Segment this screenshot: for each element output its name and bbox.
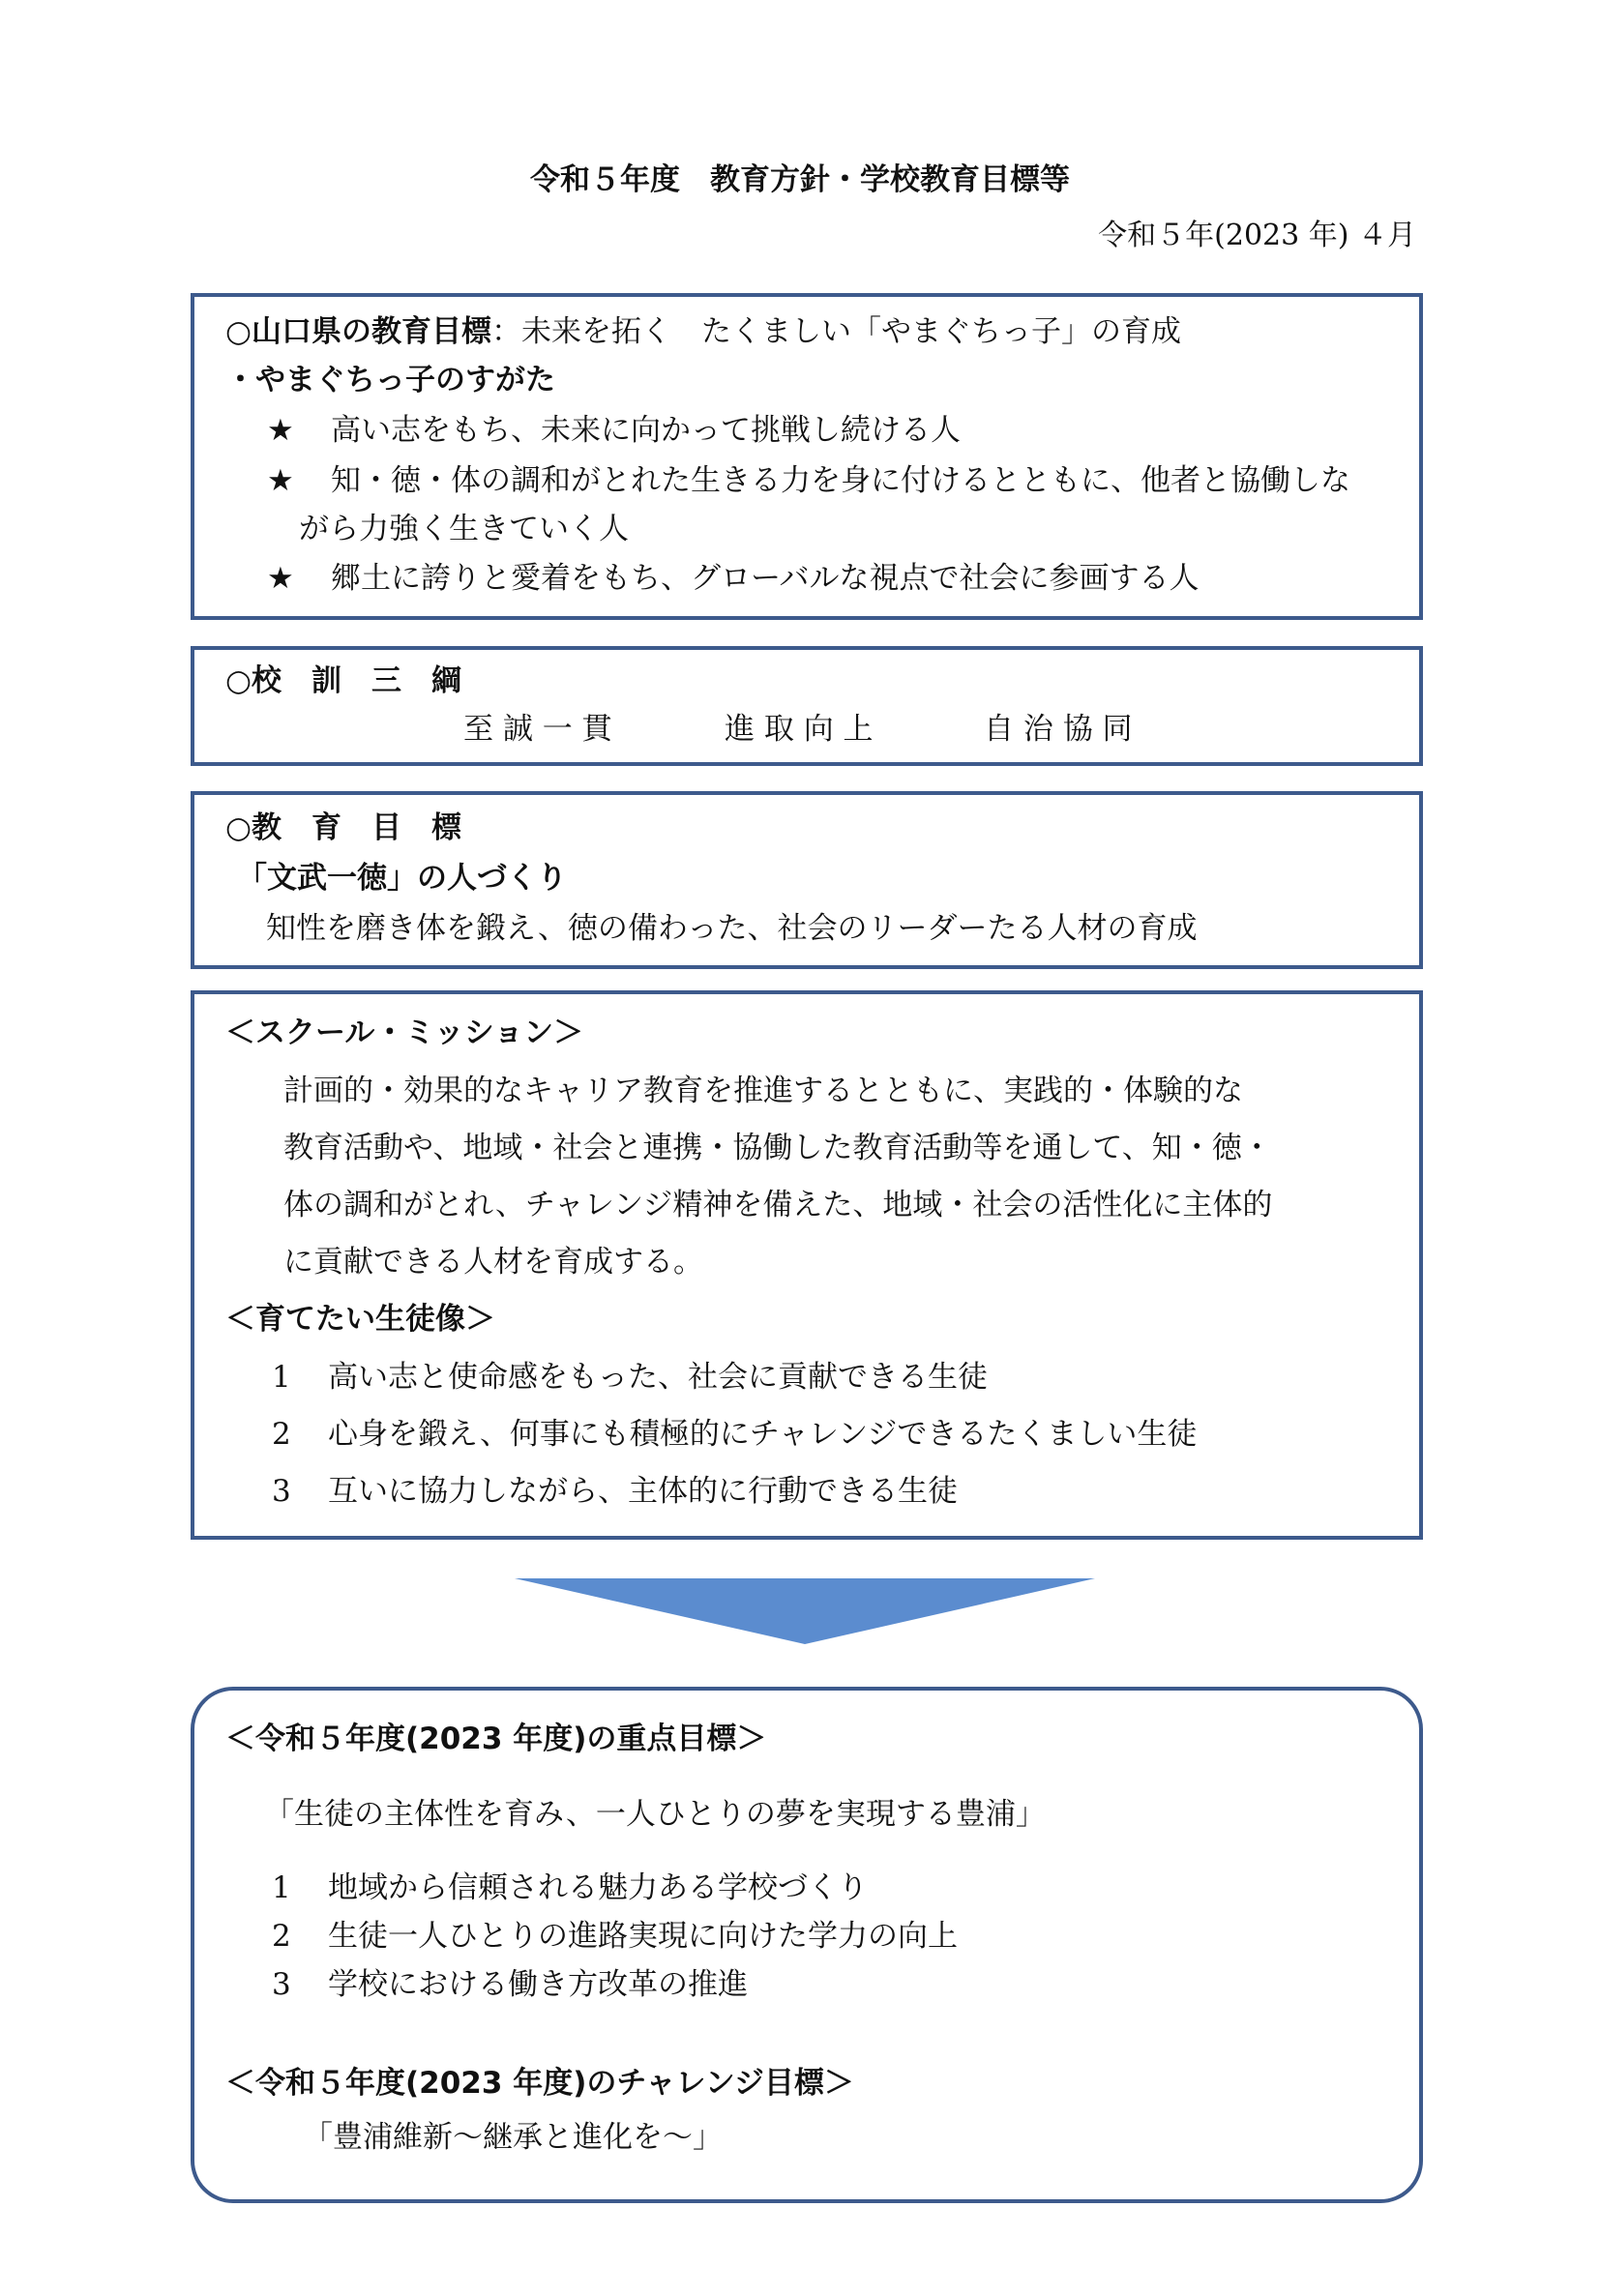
star-icon: ★ [267,413,294,448]
school-motto-heading: ○校 訓 三 綱 [225,663,462,698]
list-item-number: 2 [272,1919,291,1954]
challenge-goal-heading: ＜令和５年度(2023 年度)のチャレンジ目標＞ [225,2066,854,2101]
challenge-goal-text: 「豊浦維新～継承と進化を～」 [303,2120,723,2155]
list-item-number: 3 [272,1474,291,1509]
list-item-number: 2 [272,1417,291,1452]
down-arrow-shape [515,1578,1095,1644]
document-date: 令和５年(2023 年) ４月 [1098,219,1416,252]
list-item-continuation: がら力強く生きていく人 [299,512,629,546]
list-item [272,1869,868,1907]
list-item [272,1917,958,1956]
star-icon: ★ [267,463,294,498]
list-item [272,1965,748,2004]
motto-item: 自 治 協 同 [984,712,1133,747]
priority-goals-box [191,1687,1423,2203]
student-image-heading: ＜育てたい生徒像＞ [225,1302,495,1337]
list-item-text: 高い志と使命感をもった、社会に貢献できる生徒 [328,1360,988,1395]
mission-text-line: 体の調和がとれ、チャレンジ精神を備えた、地域・社会の活性化に主体的 [283,1188,1273,1222]
list-item-text: 心身を鍛え、何事にも積極的にチャレンジできるたくましい生徒 [328,1417,1198,1452]
list-item-number: 1 [272,1360,291,1395]
list-item-text: 地域から信頼される魅力ある学校づくり [328,1870,868,1905]
education-goal-subtitle: 「文武一徳」の人づくり [237,861,567,896]
education-goal-description: 知性を磨き体を鍛え、徳の備わった、社会のリーダーたる人材の育成 [266,911,1198,946]
prefecture-goal-heading: ○山口県の教育目標 [225,314,492,349]
motto-item: 進 取 向 上 [725,712,874,747]
education-goal-heading: ○教 育 目 標 [225,810,462,845]
page-title: 令和５年度 教育方針・学校教育目標等 [530,162,1070,197]
list-item-text: 学校における働き方改革の推進 [328,1967,748,2002]
yamaguchikko-subheading: ・やまぐちっ子のすがた [225,363,555,397]
list-item-text: 知・徳・体の調和がとれた生きる力を身に付けるとともに、他者と協働しな [331,463,1350,498]
list-item-text: 高い志をもち、未来に向かって挑戦し続ける人 [331,413,961,448]
mission-text-line: に貢献できる人材を育成する。 [283,1245,703,1280]
list-item-number: 3 [272,1967,291,2002]
mission-text-line: 教育活動や、地域・社会と連携・協働した教育活動等を通して、知・徳・ [283,1131,1272,1165]
star-icon: ★ [267,561,294,596]
list-item-number: 1 [272,1870,291,1905]
school-mission-heading: ＜スクール・ミッション＞ [225,1016,584,1050]
motto-item: 至 誠 一 貫 [463,712,612,747]
list-item-text: 郷土に誇りと愛着をもち、グローバルな視点で社会に参画する人 [331,561,1200,596]
list-item-text: 生徒一人ひとりの進路実現に向けた学力の向上 [328,1919,958,1954]
mission-text-line: 計画的・効果的なキャリア教育を推進するとともに、実践的・体験的な [283,1074,1243,1108]
list-item-text: 互いに協力しながら、主体的に行動できる生徒 [328,1474,958,1509]
priority-slogan: 「生徒の主体性を育み、一人ひとりの夢を実現する豊浦」 [264,1797,1046,1832]
prefecture-goal-text: ：未来を拓く たくましい「やまぐちっ子」の育成 [491,314,1182,349]
priority-goals-heading: ＜令和５年度(2023 年度)の重点目標＞ [225,1722,767,1756]
